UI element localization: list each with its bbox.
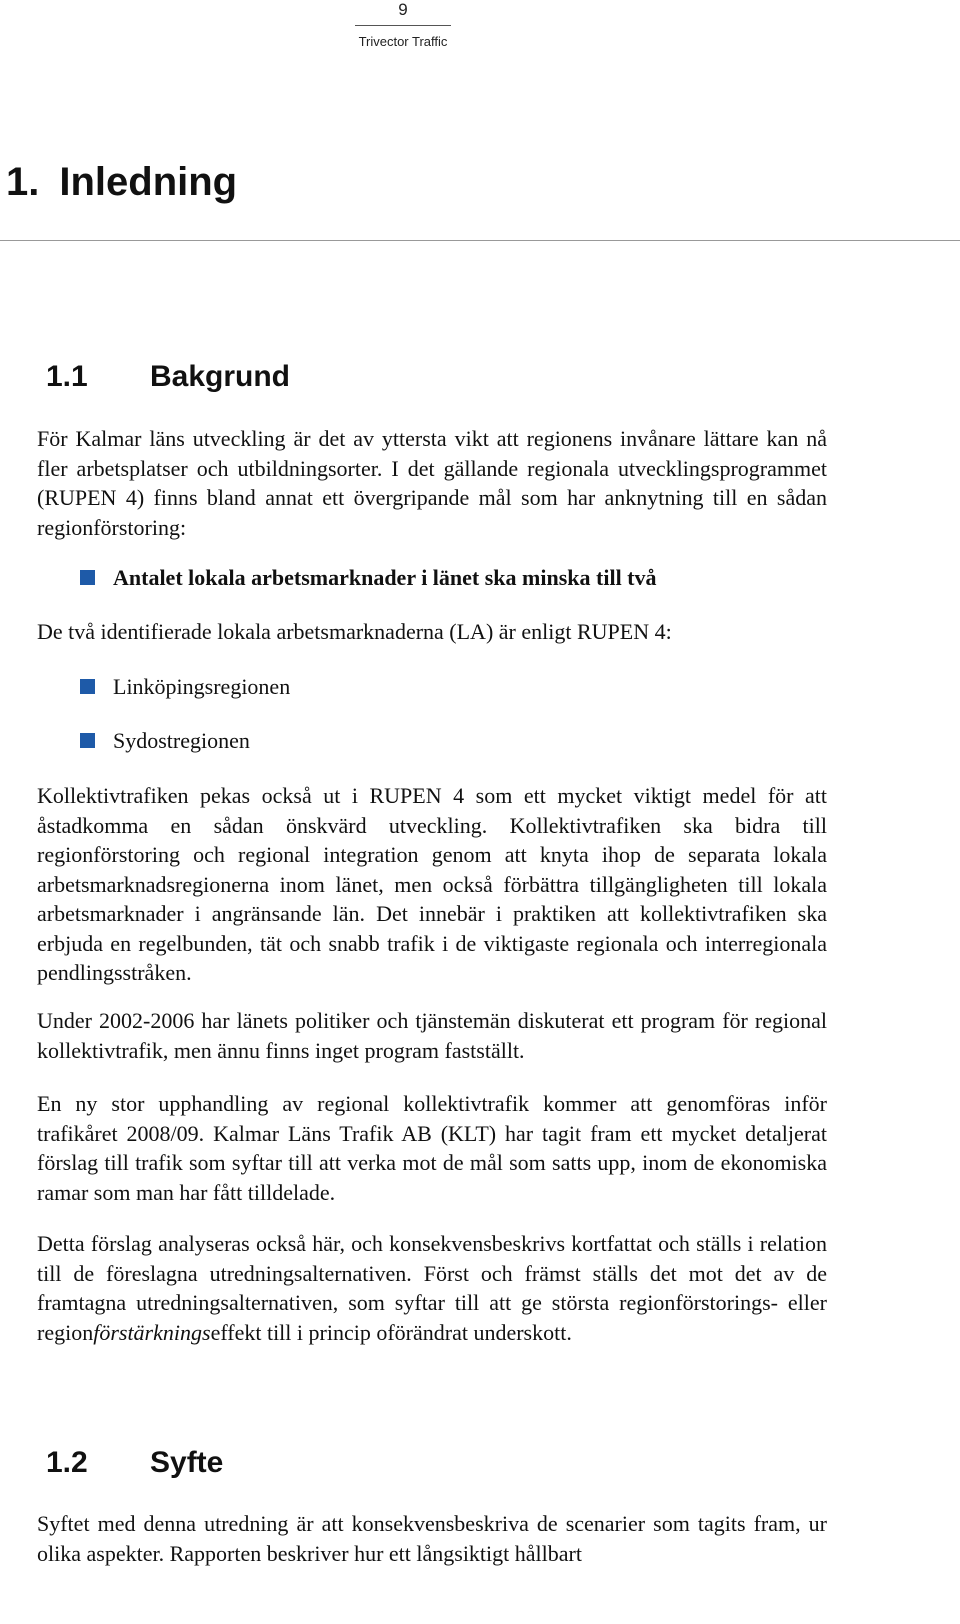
section-title: Syfte	[150, 1446, 224, 1479]
paragraph-upphandling: En ny stor upphandling av regional kollektivtrafik kommer att genomföras inför trafikåret 2008/09. Kalmar Läns Trafik AB (KLT) har tagit fram ett mycket detaljerat förslag till trafik som syftar till att verka mot de mål som satts upp, inom de ekonomiska ramar som man har fått tilldelade.	[37, 1091, 827, 1205]
bullet-square-icon	[80, 679, 95, 694]
bullet-region-text: Sydostregionen	[113, 728, 250, 753]
paragraph-forslag-italic: förstärknings	[93, 1319, 211, 1345]
section-heading-syfte	[46, 1446, 223, 1480]
paragraph-kollektivtrafik: Kollektivtrafiken pekas också ut i RUPEN 4 som ett mycket viktigt medel för att åstadkomma en sådan önskvärd utveckling. Kollektivtrafiken ska bidra till regionförstoring och regional integration genom att knyta ihop de separata lokala arbetsmarknadsregionerna inom länet, men också förbättra tillgängligheten till lokala arbetsmarknader i angränsande län. Det innebär i praktiken att kollektivtrafiken ska erbjuda en regelbunden, tät och snabb trafik i de viktigaste regionala och interregionala pendlingsstråken.	[37, 783, 827, 985]
paragraph-syfte: Syftet med denna utredning är att konsekvensbeskriva de scenarier som tagits fram, ur olika aspekter. Rapporten beskriver hur ett långsiktigt hållbart	[37, 1511, 827, 1566]
bullet-square-icon	[80, 570, 95, 585]
chapter-title: Inledning	[59, 160, 238, 204]
paragraph-intro: För Kalmar läns utveckling är det av yttersta vikt att regionens invånare lättare kan nå fler arbetsplatser och utbildningsorter. I det gällande regionala utvecklingsprogrammet (RUPEN 4) finns bland annat ett övergripande mål som har anknytning till en sådan regionförstoring:	[37, 426, 827, 540]
section-number: 1.2	[46, 1446, 88, 1479]
paragraph-forslag	[37, 1229, 827, 1347]
bullet-square-icon	[80, 733, 95, 748]
chapter-heading	[6, 160, 237, 205]
section-number: 1.1	[46, 360, 88, 393]
header-company: Trivector Traffic	[358, 34, 448, 49]
chapter-divider	[0, 240, 960, 241]
bullet-goal	[80, 563, 657, 593]
page-number: 9	[398, 0, 408, 19]
chapter-number: 1.	[6, 160, 40, 204]
paragraph-program: Under 2002-2006 har länets politiker och tjänstemän diskuterat ett program för regional kollektivtrafik, men ännu finns inget program fastställt.	[37, 1008, 827, 1063]
paragraph-la: De två identifierade lokala arbetsmarknaderna (LA) är enligt RUPEN 4:	[37, 619, 672, 644]
header-divider	[355, 25, 451, 26]
bullet-region-text: Linköpingsregionen	[113, 674, 291, 699]
paragraph-forslag-end: effekt till i princip oförändrat underskott.	[210, 1319, 572, 1345]
section-heading-bakgrund	[46, 360, 290, 394]
bullet-region	[80, 672, 290, 702]
paragraph-forslag-text: Detta förslag analyseras också här, och konsekvensbeskrivs kortfattat och ställs i relation till de föreslagna utredningsalternativen. Först och främst ställs det mot det av de framtagna utredningsalternativen, som syftar till att ge största regionförstorings- eller region	[37, 1231, 827, 1345]
bullet-region	[80, 726, 250, 756]
section-title: Bakgrund	[150, 360, 291, 393]
bullet-goal-text: Antalet lokala arbetsmarknader i länet ska minska till två	[113, 565, 657, 590]
